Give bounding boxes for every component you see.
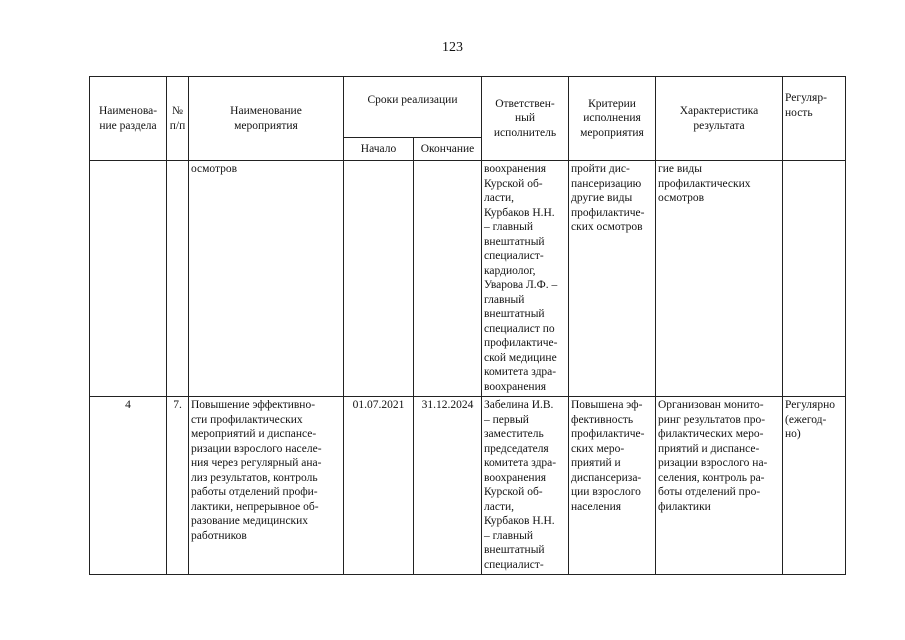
table-row xyxy=(90,397,846,575)
cell-line: специалист- xyxy=(484,250,544,262)
cell-line: пройти дис- xyxy=(571,163,630,175)
cell-line: профилактических xyxy=(658,177,751,190)
page-number: 123 xyxy=(442,40,463,55)
cell-line: приятий и диспансе- xyxy=(658,442,760,455)
row-start xyxy=(344,161,414,397)
header-number: № п/п xyxy=(167,77,189,161)
header-regularity: Регуляр- ность xyxy=(783,77,846,161)
cell-line: ласти, xyxy=(484,192,515,204)
cell-line: главный xyxy=(484,293,525,306)
cell-line: другие виды xyxy=(571,192,633,204)
cell-line: Повышена эф- xyxy=(571,399,643,411)
cell-line: ния через регулярный ана- xyxy=(191,457,322,469)
row-regularity xyxy=(783,397,846,575)
cell-line: – главный xyxy=(484,221,534,233)
cell-line: боты отделений про- xyxy=(658,486,761,498)
header-result: Характеристика результата xyxy=(656,77,783,161)
cell-line: разование медицинских xyxy=(191,515,309,527)
row-end xyxy=(414,161,482,397)
row-result xyxy=(656,161,783,397)
row-responsible xyxy=(482,397,569,575)
row-number: 7. xyxy=(167,397,189,575)
cell-line: комитета здра- xyxy=(484,366,557,378)
cell-line: ласти, xyxy=(484,500,515,513)
cell-line: филактики xyxy=(658,500,711,513)
cell-line: – главный xyxy=(484,529,534,542)
cell-line: приятий и xyxy=(571,457,621,469)
header-section-name: Наименова- ние раздела xyxy=(90,77,167,161)
table-row xyxy=(90,161,846,397)
cell-line: фективность xyxy=(571,413,634,426)
header-criteria: Критерии исполнения мероприятия xyxy=(569,77,656,161)
row-criteria xyxy=(569,161,656,397)
cell-line: пансеризацию xyxy=(571,177,642,190)
cell-line: председателя xyxy=(484,442,549,455)
cell-line: Курской об- xyxy=(484,486,543,498)
header-event-name: Наименование мероприятия xyxy=(189,77,344,161)
header-timeline: Сроки реализации xyxy=(344,77,482,138)
row-event: осмотров xyxy=(189,161,344,397)
header-responsible: Ответствен- ный исполнитель xyxy=(482,77,569,161)
cell-line: филактических меро- xyxy=(658,428,764,440)
cell-line: Организован монито- xyxy=(658,399,764,411)
row-result xyxy=(656,397,783,575)
cell-line: заместитель xyxy=(484,428,544,440)
row-responsible xyxy=(482,161,569,397)
cell-line: ризации взрослого населе- xyxy=(191,442,322,455)
table-header xyxy=(90,77,846,161)
cell-line: мероприятий и диспансе- xyxy=(191,428,317,440)
cell-line: ских осмотров xyxy=(571,221,643,233)
cell-line: ских меро- xyxy=(571,442,625,455)
cell-line: воохранения xyxy=(484,380,547,393)
cell-line: специалист по xyxy=(484,322,555,335)
cell-line: Повышение эффективно- xyxy=(191,399,316,411)
cell-line: профилактиче- xyxy=(484,337,558,349)
cell-line: внештатный xyxy=(484,235,545,248)
cell-line: диспансериза- xyxy=(571,471,642,484)
cell-line: работы отделений профи- xyxy=(191,486,318,498)
cell-line: ции взрослого xyxy=(571,486,641,498)
row-section: 4 xyxy=(90,397,167,575)
cell-line: Забелина И.В. xyxy=(484,399,554,411)
row-regularity xyxy=(783,161,846,397)
cell-line: осмотров xyxy=(658,192,705,204)
cell-line: – первый xyxy=(484,413,529,426)
cell-line: гие виды xyxy=(658,163,703,175)
cell-line: работников xyxy=(191,529,247,542)
header-end: Окончание xyxy=(414,138,482,161)
row-event xyxy=(189,397,344,575)
row-section xyxy=(90,161,167,397)
cell-line: лактики, непрерывное об- xyxy=(191,500,319,513)
cell-line: ской медицине xyxy=(484,351,557,364)
cell-line: Курбаков Н.Н. xyxy=(484,515,555,527)
measures-table xyxy=(89,76,846,575)
cell-line: воохранения xyxy=(484,471,547,484)
cell-line: профилактиче- xyxy=(571,206,645,219)
cell-line: сти профилактических xyxy=(191,413,303,426)
cell-line: внештатный xyxy=(484,544,545,556)
cell-line: Курбаков Н.Н. xyxy=(484,206,555,219)
cell-line: Курской об- xyxy=(484,177,543,190)
cell-line: специалист- xyxy=(484,558,544,571)
cell-line: воохранения xyxy=(484,163,547,175)
row-start: 01.07.2021 xyxy=(344,397,414,575)
cell-line: Регулярно xyxy=(785,399,835,411)
cell-line: внештатный xyxy=(484,308,545,320)
row-number xyxy=(167,161,189,397)
cell-line: лиз результатов, контроль xyxy=(191,471,318,484)
row-end: 31.12.2024 xyxy=(414,397,482,575)
cell-line: кардиолог, xyxy=(484,264,536,277)
cell-line: но) xyxy=(785,428,801,440)
cell-line: ринг результатов про- xyxy=(658,413,766,426)
cell-line: (ежегод- xyxy=(785,413,827,426)
cell-line: населения xyxy=(571,500,622,513)
cell-line: Уварова Л.Ф. – xyxy=(484,279,558,291)
table-body xyxy=(90,161,846,575)
cell-line: ризации взрослого на- xyxy=(658,457,768,469)
header-start: Начало xyxy=(344,138,414,161)
cell-line: комитета здра- xyxy=(484,457,557,469)
cell-line: селения, контроль ра- xyxy=(658,471,765,484)
row-criteria xyxy=(569,397,656,575)
cell-line: профилактиче- xyxy=(571,428,645,440)
